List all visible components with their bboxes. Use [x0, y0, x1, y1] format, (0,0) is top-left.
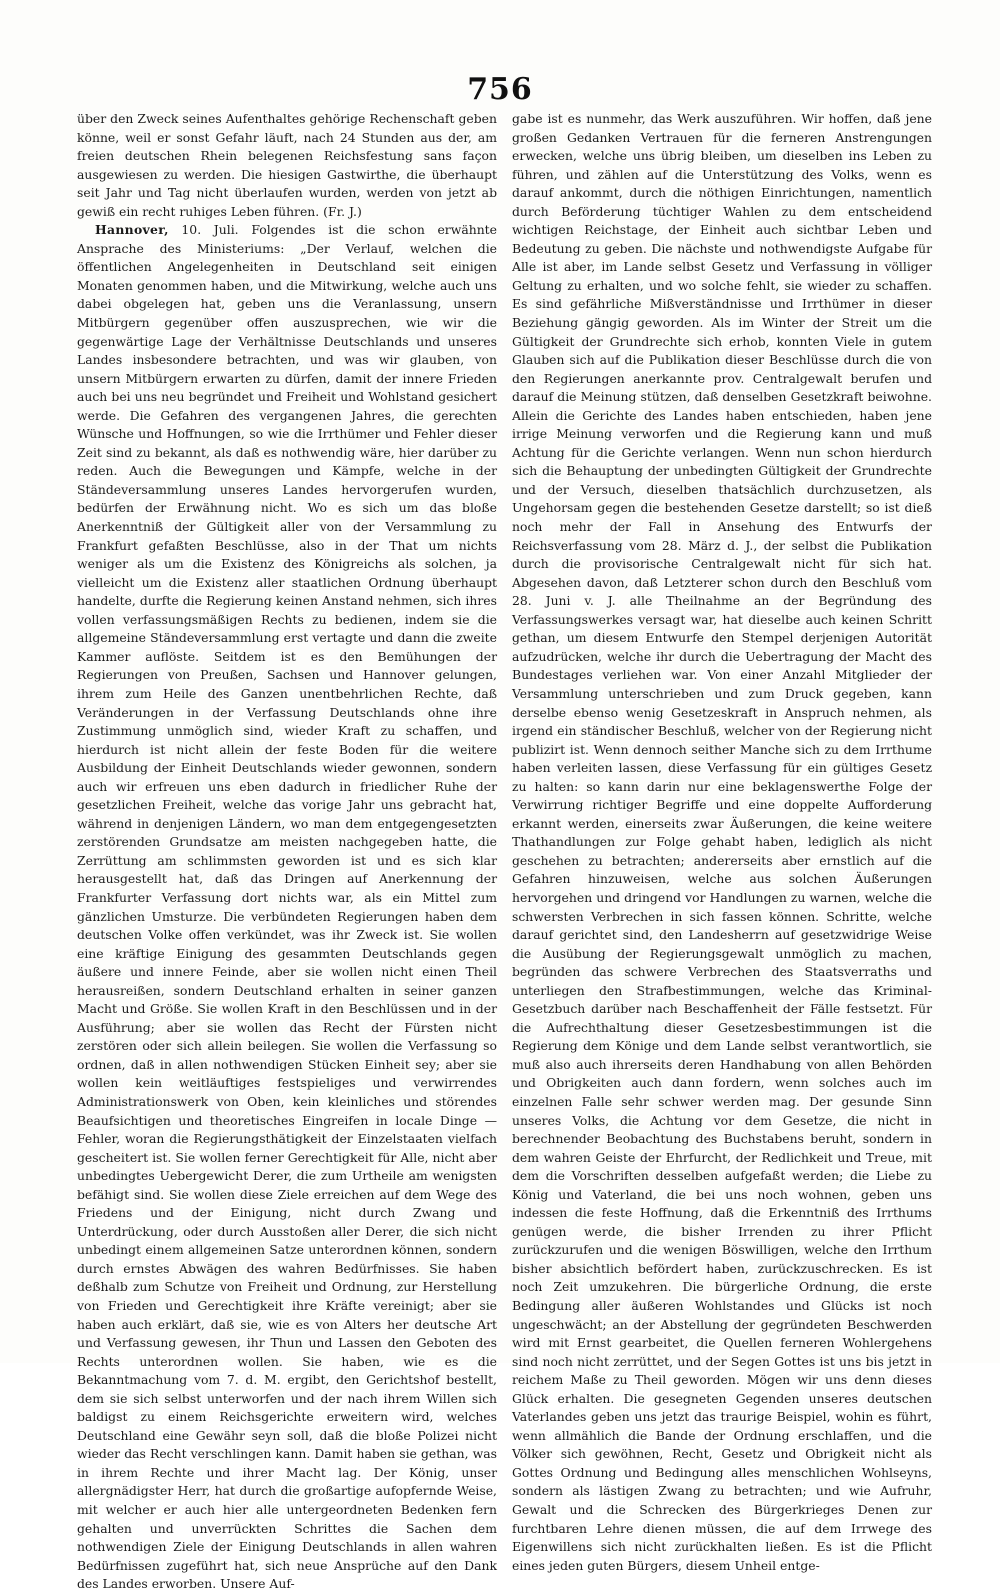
left-column: [77, 110, 497, 1592]
dateline-place: Hannover,: [95, 222, 169, 238]
article-paragraph-continued: gabe ist es nunmehr, das Werk auszuführen. Wir hoffen, daß jene großen Gedanken Vertrauen für die ferneren Anstrengungen erwecken, welche uns übrig bleiben, um dieselben ins Leben zu führen, und zählen auf die Unterstützung des Volks, wenn es darauf ankommt, durch die nöthigen Einrichtungen, namentlich durch Beförderung tüchtiger Wahlen zu dem entscheidend wichtigen Reichstage, der Einheit auch sichtbar Leben und Bedeutung zu geben. Die nächste und nothwendigste Aufgabe für Alle ist aber, im Lande selbst Gesetz und Verfassung in völliger Geltung zu erhalten, und wo solche fehlt, sie wieder zu schaffen. Es sind gefährliche Mißverständnisse und Irrthümer in dieser Beziehung gängig geworden. Als im Winter der Streit um die Gültigkeit der Grundrechte sich erhob, konnten Viele in gutem Glauben sich auf die Publikation dieser Beschlüsse durch die von den Regierungen anerkannte prov. Centralgewalt berufen und darauf die Meinung stützen, daß denselben Gesetzkraft beiwohne. Allein die Gerichte des Landes haben entschieden, haben jene irrige Meinung verworfen und die Regierung kann und muß Achtung für die Gerichte verlangen. Wenn nun schon hierdurch sich die Behauptung der unbedingten Gültigkeit der Grundrechte und der Versuch, dieselben thatsächlich durchzusetzen, als Ungehorsam gegen die bestehenden Gesetze darstellt; so ist dieß noch mehr der Fall in Ansehung des Entwurfs der Reichsverfassung vom 28. März d. J., der selbst die Publikation durch die provisorische Centralgewalt nicht für sich hat. Abgesehen davon, daß Letzterer schon durch den Beschluß vom 28. Juni v. J. alle Theilnahme an der Begründung des Verfassungswerkes versagt war, hat dieselbe auch keinen Schritt gethan, um diesem Entwurfe den Stempel derjenigen Autorität aufzudrücken, welche ihr durch die Uebertragung der Macht des Bundestages verliehen war. Von einer Anzahl Mitglieder der Versammlung unterschrieben und zum Druck gegeben, kann derselbe ebenso wenig Gesetzeskraft in Anspruch nehmen, als irgend ein ständischer Beschluß, welcher von der Regierung nicht publizirt ist. Wenn dennoch seither Manche sich zu dem Irrthume haben verleiten lassen, diese Verfassung für ein gültiges Gesetz zu halten: so kann darin nur eine beklagenswerthe Folge der Verwirrung richtiger Begriffe und eine doppelte Aufforderung erkannt werden, einerseits zwar Äußerungen, die keine weitere Thathandlungen zur Folge gehabt haben, lediglich als nicht geschehen zu betrachten; andererseits aber ernstlich auf die Gefahren hinzuweisen, welche aus solchen Äußerungen hervorgehen und dringend vor Handlungen zu warnen, welche die schwersten Verbrechen in sich fassen können. Schritte, welche darauf gerichtet sind, den Landesherrn auf gesetzwidrige Weise die Ausübung der Regierungsgewalt unmöglich zu machen, begründen das schwere Verbrechen des Staatsverraths und unterliegen den Strafbestimmungen, welche das Kriminal-Gesetzbuch darüber nach Beschaffenheit der Fälle festsetzt. Für die Aufrechthaltung dieser Gesetzesbestimmungen ist die Regierung dem Könige und dem Lande selbst verantwortlich, sie muß also auch ihrerseits deren Handhabung von allen Behörden und Obrigkeiten auch dann fordern, wenn solches auch im einzelnen Falle sehr schwer werden mag. Der gesunde Sinn unseres Volks, die Achtung vor dem Gesetze, die nicht in berechnender Beobachtung des Buchstabens beruht, sondern in dem wahren Geiste der Ehrfurcht, der Redlichkeit und Treue, mit dem die Vorschriften desselben aufgefaßt werden; die Liebe zu König und Vaterland, die bei uns noch wohnen, geben uns indessen die feste Hoffnung, daß die Erkenntniß des Irrthums genügen werde, die bisher Irrenden zu ihrer Pflicht zurückzurufen und die wenigen Böswilligen, welche den Irrthum bisher absichtlich befördert haben, zurückzuschrecken. Es ist noch Zeit umzukehren. Die bürgerliche Ordnung, die erste Bedingung aller äußeren Wohlstandes und Glücks ist noch ungeschwächt; an der Abstellung der gegründeten Beschwerden wird mit Ernst gearbeitet, die Quellen ferneren Wohlergehens sind noch nicht zerrüttet, und der Segen Gottes ist uns bis jetzt in reichem Maße zu Theil geworden. Mögen wir uns denn dieses Glück erhalten. Die gesegneten Gegenden unseres deutschen Vaterlandes geben uns jetzt das traurige Beispiel, wohin es führt, wenn allmählich die Bande der Ordnung erschlaffen, und die Völker sich gewöhnen, Recht, Gesetz und Obrigkeit nicht als Gottes Ordnung und Bedingung alles menschlichen Wohlseyns, sondern als lästigen Zwang zu betrachten; und wie Aufruhr, Gewalt und die Schrecken des Bürgerkrieges Denen zur furchtbaren Lehre dienen müssen, die auf dem Irrwege des Eigenwillens sich nicht zurückhalten ließen. Es ist die Pflicht eines jeden guten Bürgers, diesem Unheil entge-: [512, 111, 932, 1573]
article-paragraph-hannover: [77, 221, 497, 1593]
dateline-date: 10. Juli.: [168, 222, 252, 238]
article-paragraph-intro: über den Zweck seines Aufenthaltes gehörige Rechenschaft geben könne, weil er sonst Gefahr läuft, nach 24 Stunden aus der, am freien deutschen Rhein belegenen Reichsfestung sans façon ausgewiesen zu werden. Die hiesigen Gastwirthe, die überhaupt seit Jahr und Tag nicht überlaufen wurden, werden von jetzt ab gewiß ein recht ruhiges Leben führen. (Fr. J.): [77, 111, 497, 219]
page-number: 756: [467, 72, 533, 107]
article-body-text: Folgendes ist die schon erwähnte Ansprache des Ministeriums: „Der Verlauf, welchen die öffentlichen Angelegenheiten in Deutschland seit einigen Monaten genommen haben, und die Mitwirkung, welche auch uns dabei obgelegen hat, geben uns die Veranlassung, unsern Mitbürgern gegenüber offen auszusprechen, wie wir die gegenwärtige Lage der Verhältnisse Deutschlands und unseres Landes insbesondere betrachten, und was wir glauben, von unsern Mitbürgern erwarten zu dürfen, damit der innere Frieden auch bei uns neu begründet und Freiheit und Wohlstand gesichert werde. Die Gefahren des vergangenen Jahres, die gerechten Wünsche und Hoffnungen, so wie die Irrthümer und Fehler dieser Zeit sind zu bekannt, als daß es nothwendig wäre, hier darüber zu reden. Auch die Bewegungen und Kämpfe, welche in der Ständeversammlung unseres Landes hervorgerufen wurden, bedürfen der Erwähnung nicht. Wo es sich um das bloße Anerkenntniß der Gültigkeit aller von der Versammlung zu Frankfurt gefaßten Beschlüsse, also in der That um nichts weniger als um die Existenz des Königreichs als solchen, ja vielleicht um die Existenz aller staatlichen Ordnung überhaupt handelte, durfte die Regierung keinen Anstand nehmen, sich ihres vollen verfassungsmäßigen Rechts zu bedienen, indem sie die allgemeine Ständeversammlung erst vertagte und dann die zweite Kammer auflöste. Seitdem ist es den Bemühungen der Regierungen von Preußen, Sachsen und Hannover gelungen, ihrem zum Heile des Ganzen unentbehrlichen Rechte, daß Veränderungen in der Verfassung Deutschlands ohne ihre Zustimmung unmöglich sind, wieder Kraft zu schaffen, und hierdurch ist nicht allein der feste Boden für die weitere Ausbildung der Einheit Deutschlands wieder gewonnen, sondern auch wir erfreuen uns eben dadurch in friedlicher Ruhe der gesetzlichen Freiheit, welche das vorige Jahr uns gebracht hat, während in denjenigen Ländern, wo man dem entgegengesetzten zerstörenden Grundsatze am meisten nachgegeben hatte, die Zerrüttung am schlimmsten geworden ist und es sich klar herausgestellt hat, daß das Dringen auf Anerkennung der Frankfurter Verfassung dort nichts war, als ein Mittel zum gänzlichen Umsturze. Die verbündeten Regierungen haben dem deutschen Volke offen verkündet, was ihr Zweck ist. Sie wollen eine kräftige Einigung des gesammten Deutschlands gegen äußere und innere Feinde, aber sie wollen nicht einen Theil herausreißen, sondern Deutschland erhalten in seiner ganzen Macht und Größe. Sie wollen Kraft in den Beschlüssen und in der Ausführung; aber sie wollen das Recht der Fürsten nicht zerstören oder sich allein beilegen. Sie wollen die Verfassung so ordnen, daß in allen nothwendigen Stücken Einheit sey; aber sie wollen kein weitläuftiges festspieliges und verwirrendes Administrationswerk von Oben, kein kleinliches und störendes Beaufsichtigen und theoretisches Eingreifen in locale Dinge — Fehler, woran die Regierungsthätigkeit der Einzelstaaten vielfach gescheitert ist. Sie wollen ferner Gerechtigkeit für Alle, nicht aber unbedingtes Uebergewicht Derer, die zum Urtheile am wenigsten befähigt sind. Sie wollen diese Ziele erreichen auf dem Wege des Friedens und der Einigung, nicht durch Zwang und Unterdrückung, oder durch Ausstoßen aller Derer, die sich nicht unbedingt einem allgemeinen Satze unterordnen können, sondern durch ernstes Abwägen des wahren Bedürfnisses. Sie haben deßhalb zum Schutze von Freiheit und Ordnung, zur Herstellung von Frieden und Gerechtigkeit ihre Kräfte vereinigt; aber sie haben auch erklärt, daß sie, wie es von Alters her deutsche Art und Verfassung gewesen, ihr Thun und Lassen den Geboten des Rechts unterordnen wollen. Sie haben, wie es die Bekanntmachung vom 7. d. M. ergibt, den Gerichtshof bestellt, dem sie sich selbst unterworfen und der nach ihrem Willen sich baldigst zu einem Reichsgerichte erweitern wird, welches Deutschland eine Gewähr seyn soll, daß die bloße Polizei nicht wieder das Recht verschlingen kann. Damit haben sie gethan, was in ihrem Rechte und ihrer Macht lag. Der König, unser allergnädigster Herr, hat durch die großartige aufopfernde Weise, mit welcher er auch hier alle untergeordneten Bedenken fern gehalten und unverrückten Schrittes die Sachen dem nothwendigen Ziele der Einigung Deutschlands in allen wahren Bedürfnissen zugeführt hat, sich neue Ansprüche auf den Dank des Landes erworben. Unsere Auf-: [77, 222, 497, 1592]
right-column: [512, 110, 932, 1573]
